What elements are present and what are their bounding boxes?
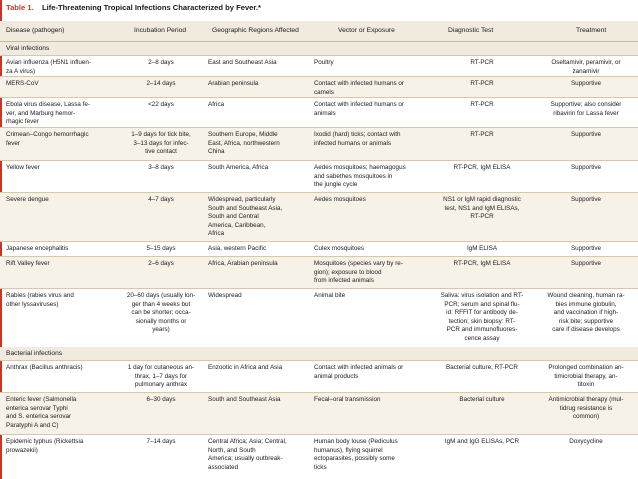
diagnostic-test-cell: RT-PCR	[470, 80, 494, 87]
diagnostic-test-cell: Bacterial culture, RT-PCR	[446, 364, 518, 371]
treatment-cell: Oseltamivir, peramivir, or zanamivir	[551, 59, 621, 75]
column-header-geography: Geographic Regions Affected	[212, 27, 299, 34]
geography-cell: South and Southeast Asia	[208, 396, 281, 403]
column-header-incubation: Incubation Period	[134, 27, 187, 34]
disease-cell: Ebola virus disease, Lassa fe- ver, and Marburg hemor- rhagic fever	[6, 101, 91, 126]
incubation-cell: 7–14 days	[146, 438, 176, 445]
vector-cell: Human body louse (Pediculus humanus), flying squirrel ectoparasites, possibly some ticks	[314, 438, 398, 471]
diagnostic-test-cell: NS1 or IgM rapid diagnostic test, NS1 and IgM ELISAs, RT-PCR	[443, 196, 521, 221]
table-row	[0, 256, 638, 289]
incubation-cell: 20–60 days (usually lon- ger than 4 weeks but can be shorter; occa- sionally months or years)	[126, 292, 196, 334]
table-header	[0, 21, 638, 42]
diagnostic-test-cell: Bacterial culture	[459, 396, 505, 403]
vector-cell: Poultry	[314, 59, 334, 66]
vector-cell: Mosquitoes (species vary by re- gion); exposure to blood from infected animals	[314, 260, 403, 285]
disease-cell: Rift Valley fever	[6, 260, 50, 267]
treatment-cell: Doxycycline	[569, 438, 603, 445]
column-header-disease: Disease (pathogen)	[6, 27, 65, 34]
diagnostic-test-cell: IgM and IgG ELISAs, PCR	[444, 438, 520, 445]
geography-cell: South America, Africa	[208, 164, 269, 171]
section-label: Viral infections	[6, 45, 50, 52]
diagnostic-test-cell: Saliva: virus isolation and RT- PCR; serum and spinal flu- id: RFFIT for antibody de- tection; skin biopsy: RT- PCR and immunofluores- cence assay	[440, 292, 524, 342]
diagnostic-test-cell: RT-PCR, IgM ELISA	[453, 260, 511, 267]
incubation-cell: 6–30 days	[146, 396, 176, 403]
vector-cell: Aedes mosquitoes; haemagogus and sabethes mosquitoes in the jungle cycle	[314, 164, 406, 189]
table-row	[0, 360, 638, 393]
section-bacterial-infections	[0, 347, 638, 360]
disease-cell: Japanese encephalitis	[6, 245, 69, 252]
section-label: Bacterial infections	[6, 350, 63, 357]
table-title: Life-Threatening Tropical Infections Characterized by Fever.*	[42, 3, 262, 12]
incubation-cell: 2–14 days	[146, 80, 176, 87]
column-header-vector: Vector or Exposure	[338, 27, 395, 34]
treatment-cell: Supportive	[570, 164, 602, 171]
incubation-cell: 3–8 days	[148, 164, 174, 171]
table-number: Table 1.	[6, 3, 34, 12]
treatment-cell: Antimicrobial therapy (mul- tidrug resistance is common)	[548, 396, 624, 421]
vector-cell: Contact with infected animals or animal products	[314, 364, 404, 380]
disease-cell: Avian influenza (H5N1 influen- za A virus)	[6, 59, 91, 75]
incubation-cell: <22 days	[148, 101, 174, 108]
treatment-cell: Supportive	[570, 260, 602, 267]
disease-cell: Anthrax (Bacillus anthracis)	[6, 364, 83, 371]
incubation-cell: 2–6 days	[148, 260, 174, 267]
treatment-cell: Wound cleaning, human ra- bies immune globulin, and vaccination if high- risk bite; supportive care if disease develops	[547, 292, 625, 334]
geography-cell: Africa, Arabian peninsula	[208, 260, 278, 267]
treatment-cell: Supportive	[570, 80, 602, 87]
table-row	[0, 434, 638, 479]
table-row	[0, 160, 638, 193]
geography-cell: East and Southeast Asia	[208, 59, 277, 66]
geography-cell: Arabian peninsula	[208, 80, 259, 87]
disease-cell: Rabies (rabies virus and other lyssaviruses)	[6, 292, 74, 308]
diagnostic-test-cell: RT-PCR	[470, 101, 494, 108]
diagnostic-test-cell: RT-PCR	[470, 59, 494, 66]
vector-cell: Contact with infected humans or animals	[314, 101, 404, 117]
disease-cell: Severe dengue	[6, 196, 49, 203]
vector-cell: Fecal–oral transmission	[314, 396, 381, 403]
vector-cell: Contact with infected humans or camels	[314, 80, 404, 96]
geography-cell: Asia, western Pacific	[208, 245, 267, 252]
column-header-diagnostic-test: Diagnostic Test	[448, 27, 494, 34]
table-row	[0, 241, 638, 257]
geography-cell: Southern Europe, Middle East, Africa, northwestern China	[208, 131, 280, 156]
incubation-cell: 4–7 days	[148, 196, 174, 203]
diagnostic-test-cell: IgM ELISA	[466, 245, 498, 252]
table-row	[0, 192, 638, 242]
disease-cell: Crimean–Congo hemorrhagic fever	[6, 131, 89, 147]
column-header-treatment: Treatment	[576, 27, 607, 34]
incubation-cell: 1–9 days for tick bite, 3–13 days for infec- tive contact	[131, 131, 191, 156]
table-row	[0, 392, 638, 435]
geography-cell: Africa	[208, 101, 225, 108]
vector-cell: Animal bite	[314, 292, 346, 299]
geography-cell: Enzootic in Africa and Asia	[208, 364, 283, 371]
incubation-cell: 2–8 days	[148, 59, 174, 66]
geography-cell: Central Africa; Asia; Central, North, and South America; usually outbreak- associated	[208, 438, 287, 471]
disease-cell: MERS-CoV	[6, 80, 39, 87]
treatment-cell: Supportive	[570, 131, 602, 138]
disease-cell: Yellow fever	[6, 164, 40, 171]
vector-cell: Culex mosquitoes	[314, 245, 365, 252]
table-row	[0, 76, 638, 98]
incubation-cell: 5–15 days	[146, 245, 176, 252]
treatment-cell: Prolonged combination an- timicrobial therapy, an- titoxin	[548, 364, 624, 389]
treatment-cell: Supportive; also consider ribavirin for Lassa fever	[550, 101, 622, 117]
vector-cell: Aedes mosquitoes	[314, 196, 366, 203]
incubation-cell: 1 day for cutaneous an- thrax, 1–7 days for pulmonary anthrax	[127, 364, 195, 389]
disease-cell: Enteric fever (Salmonella enterica serovar Typhi and S. enterica serovar Paratyphi A and C)	[6, 396, 77, 429]
geography-cell: Widespread, particularly South and Southeast Asia, South and Central America, Caribbean, Africa	[208, 196, 283, 238]
treatment-cell: Supportive	[570, 196, 602, 203]
vector-cell: Ixodid (hard) ticks; contact with infected humans or animals	[314, 131, 401, 147]
section-viral-infections	[0, 42, 638, 55]
geography-cell: Widespread	[208, 292, 242, 299]
disease-cell: Epidemic typhus (Rickettsia prowazekii)	[6, 438, 84, 454]
table-row	[0, 288, 638, 348]
table-row	[0, 97, 638, 128]
table-title-bar	[0, 0, 638, 20]
table-row	[0, 55, 638, 77]
table-row	[0, 127, 638, 161]
diagnostic-test-cell: RT-PCR	[470, 131, 494, 138]
diagnostic-test-cell: RT-PCR, IgM ELISA	[453, 164, 511, 171]
treatment-cell: Supportive	[570, 245, 602, 252]
